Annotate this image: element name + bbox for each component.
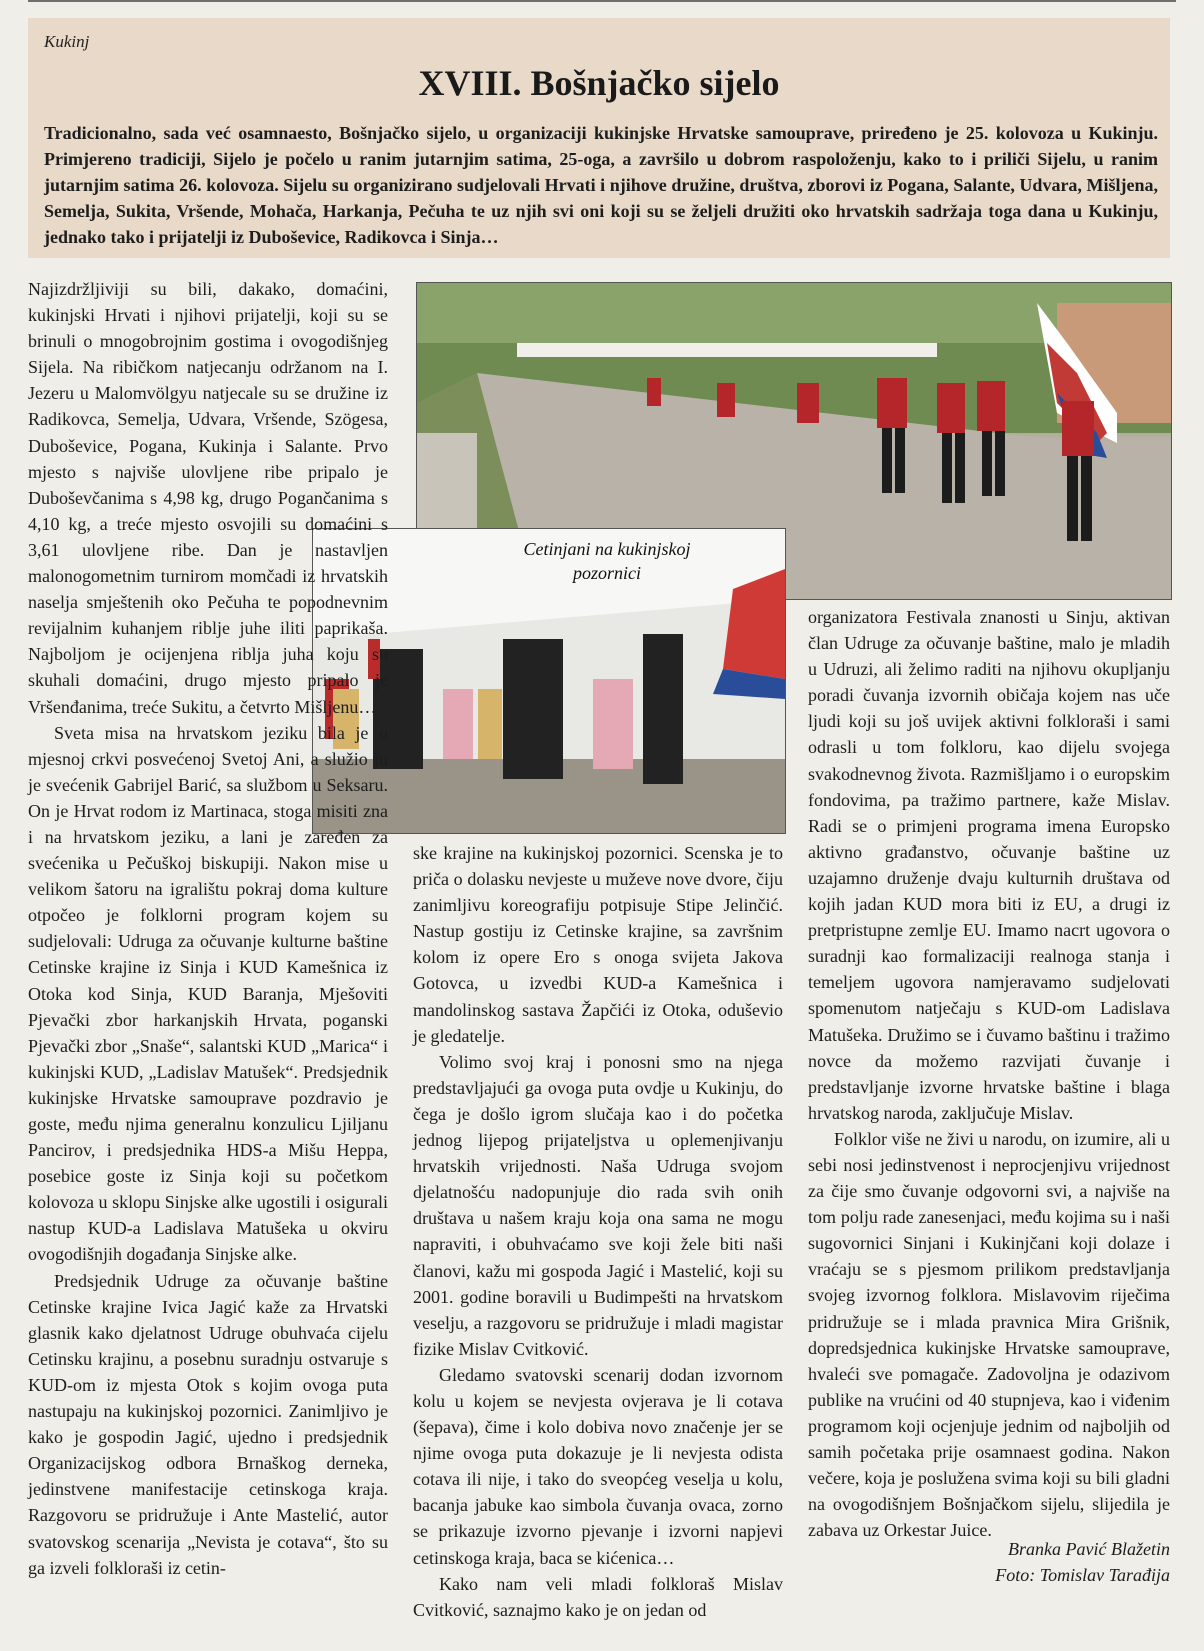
- paragraph: ske krajine na kukinjskoj pozornici. Scenska je to priča o dolasku nevjeste u muževe nove dvore, čiju zanimljivu koreografiju potpisuje Stipe Jelinčić. Nastup gostiju iz Cetinske krajine, sa završnim kolom iz opere Ero s onoga svijeta Jakova Gotovca, u izvedbi KUD-a Kamešnica i mandolinskog sastava Žapčići iz Otoka, oduševio je gledatelje.: [413, 843, 783, 1046]
- paragraph: Najizdržljiviji su bili, dakako, domaćini, kukinjski Hrvati i njihovi prijatelji, koji su se brinuli o mnogobrojnim gostima i ovogodišnjeg Sijela. Na ribičkom natjecanju održanom na I. Jezeru u Malomvölgyu natjecale su se družine iz Radikovca, Semelja, Udvara, Vršende, Szögesa, Duboševice, Pogana, Kukinja i Salante. Prvo mjesto s najviše ulovljene ribe pripalo je Duboševčanima s 4,98 kg, drugo Pogančanima s 4,10 kg, a treće mjesto osvojili su domaćini s 3,61 ulovljene ribe. Dan je nastavljen malonogometnim turnirom momčadi iz hrvatskih naselja smještenih oko Pečuha te popodnevnim revijalnim kuhanjem riblje juhe iliti paprikaša. Najboljom je ocijenjena riblja juha koju su skuhali domaćini, drugo mjesto pripalo je Vršenđanima, treće Sukitu, a četvrto Mišljenu…: [28, 279, 388, 717]
- photo-credit: Foto: Tomislav Tarađija: [995, 1565, 1170, 1585]
- intro-box: [28, 18, 1170, 258]
- column-2: [413, 840, 783, 1620]
- byline: [870, 1536, 1170, 1588]
- top-rule: [28, 0, 1176, 2]
- author-name: Branka Pavić Blažetin: [1008, 1539, 1170, 1559]
- paragraph: Gledamo svatovski scenarij dodan izvornom kolu u kojem se nevjesta ovjerava je li cotava (šepava), čime i kolo dobiva novo značenje jer se njime ovoga puta dokazuje je li nevjesta odista cotava ili nije, i tako do sveopćeg veselja u kolu, bacanja jabuke kao simbola čuvanja ovaca, zorno se prikazuje izvorno pjevanje i izvorni napjevi cetinskoga kraja, baca se kićenica…: [413, 1364, 783, 1568]
- paragraph: Kako nam veli mladi folkloraš Mislav Cvitković, saznajmo kako je on jedan od: [413, 1573, 783, 1620]
- paragraph: Sveta misa na hrvatskom jeziku bila je u mjesnoj crkvi posvećenoj Svetoj Ani, a služio ju je svećenik Gabrijel Barić, sa službom u Seksaru. On je Hrvat rodom iz Martinaca, stoga misiti zna i na hrvatskom jeziku, a lani je zaređen za svećenika u Pečuškoj biskupiji. Nakon mise u velikom šatoru na igralištu pokraj doma kulture otpočeo je folklorni program kojem su sudjelovali: Udruga za očuvanje kulturne baštine Cetinske krajine iz Sinja i KUD Kamešnica iz Otoka kod Sinja, KUD Baranja, Mješoviti Pjevački zbor harkanjskih Hrvata, poganski Pjevački zbor „Snaše“, salantski KUD „Marica“ i kukinjski KUD, „Ladislav Matušek“. Predsjednik kukinjske Hrvatske samouprave pozdravio je goste, među njima generalnu konzulicu Ljiljanu Pancirov, i predsjednika HDS-a Mišu Heppa, posebice goste iz Sinja koji su početkom kolovoza u sklopu Sinjske alke ugostili i osigurali nastup KUD-a Ladislava Matušeka u okviru ovogodišnjih događanja Sinjske alke.: [28, 722, 388, 1265]
- paragraph: Folklor više ne živi u narodu, on izumire, ali u sebi nosi jedinstvenost i neprocjenjivu vrijednost za čije smo čuvanje odgovorni svi, a najviše na tom polju rade zanesenjaci, među kojima su i naši sugovornici Sinjani i Kukinjčani koji dolaze i vraćaju se s pjesmom prilikom predstavljanja svojeg izvornog folklora. Mislavovim riječima pridružuje se i mlada pravnica Mira Grišnik, dopredsjednica kukinjske Hrvatske samouprave, hvaleći sve pomagače. Zadovoljna je odazivom publike na vrućini od 40 stupnjeva, kao i viđenim programom koji ocjenjuje jednim od najboljih od samih početaka prije osamnaest godina. Nakon večere, koja je poslužena svima koji su bili gladni na ovogodišnjem Bošnjačkom sijelu, slijedila je zabava uz Orkestar Juice.: [808, 1128, 1170, 1541]
- column-1: [28, 276, 388, 1626]
- column-3: [808, 604, 1170, 1541]
- paragraph: organizatora Festivala znanosti u Sinju, aktivan član Udruge za očuvanje baštine, malo je mladih u Udruzi, ali želimo raditi na njihovu okupljanju poradi čuvanja izvornih običaja kojem nas uče ljudi koji su još uvijek aktivni folkloraši i sami odrasli u tom folkloru, kao dijelu svojega svakodnevnog života. Razmišljamo i o europskim fondovima, pa tražimo partnere, kaže Mislav. Radi se o primjeni programa imena Europsko aktivno građanstvo, očuvanje baštine uz uzajamno druženje dvaju kulturnih društava od kojih jadan KUD mora biti iz EU, a drugi iz pretpristupne zemlje EU. Imamo nacrt ugovora o suradnji kao formalizaciji realnoga stanja i temeljem ugovora namjeravamo sudjelovati spomenutom natječaju s KUD-om Ladislava Matušeka. Družimo se i čuvamo baštinu i tražimo novce da možemo razvijati čuvanje i predstavljanje izvorne hrvatske baštine i blaga hrvatskog naroda, zaključuje Mislav.: [808, 607, 1170, 1123]
- paragraph: Volimo svoj kraj i ponosni smo na njega predstavljajući ga ovoga puta ovdje u Kukinju, do čega je došlo igrom slučaja kao i do početka jednog lijepog prijateljstva u oplemenjivanju hrvatskih vrijednosti. Naša Udruga svojom djelatnošću nadopunjuje dio rada svih onih društava u našem kraju koja ona sama ne mogu napraviti, i obuhvaćamo sve koji žele biti naši članovi, kažu mi gospoda Jagić i Mastelić, koji su 2001. godine boravili u Budimpešti na hrvatskom veselju, a razgovoru se pridružuje i mladi magistar fizike Mislav Cvitković.: [413, 1051, 783, 1359]
- lead-paragraph: Tradicionalno, sada već osamnaesto, Bošnjačko sijelo, u organizaciji kukinjske Hrvatske samouprave, priređeno je 25. kolovoza u Kukinju. Primjereno tradiciji, Sijelo je počelo u ranim jutarnjim satima, 25-oga, a završilo u dobrom raspoloženju, kako to i priliči Sijelu, u ranim jutarnjim satima 26. kolovoza. Sijelu su organizirano sudjelovali Hrvati i njihove družine, društva, zborovi iz Pogana, Salante, Udvara, Mišljena, Semelja, Sukita, Vršende, Mohača, Harkanja, Pečuha te uz njih svi oni koji su se željeli družiti oko hrvatskih sadržaja toga dana u Kukinju, jednako tako i prijatelji iz Duboševice, Radikovca i Sinja…: [44, 123, 1158, 247]
- section-label: Kukinj: [44, 32, 90, 51]
- article-title: XVIII. Bošnjačko sijelo: [418, 63, 780, 103]
- photo-caption: Cetinjani na kukinjskoj pozornici: [523, 539, 691, 583]
- paragraph: Predsjednik Udruge za očuvanje baštine Cetinske krajine Ivica Jagić kaže za Hrvatski glasnik kako djelatnost Udruge obuhvaća cijelu Cetinsku krajinu, a posebnu suradnju ostvaruje s KUD-om iz mjesta Otok s kojim ovoga puta nastupaju na kukinjskoj pozornici. Zanimljivo je kako je gospodin Jagić, ujedno i predsjednik Organizacijskog odbora Brnaškog derneka, jedinstvene manifestacije cetinskoga kraja. Razgovoru se pridružuje i Ante Mastelić, autor svatovskog scenarija „Nevista je cotava“, što su ga izveli folkloraši iz cetin-: [28, 1270, 388, 1578]
